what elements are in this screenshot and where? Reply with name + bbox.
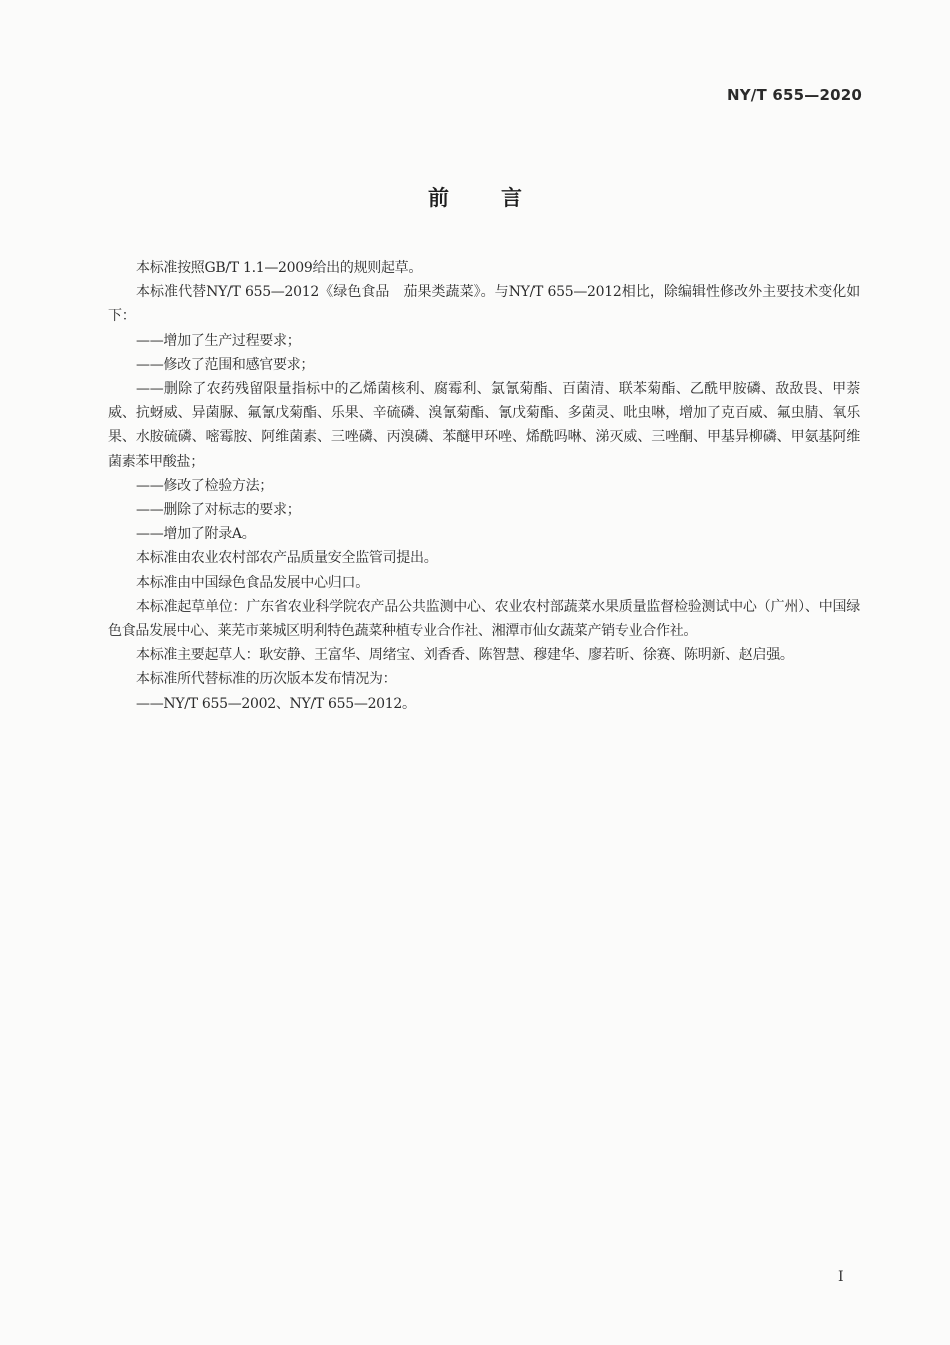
standard-code: NY/T 655—2020 [726, 86, 862, 104]
paragraph-drafting-units: 本标准起草单位：广东省农业科学院农产品公共监测中心、农业农村部蔬菜水果质量监督检验测试中心（广州）、中国绿色食品发展中心、莱芜市莱城区明利特色蔬菜种植专业合作社、湘潭市仙女蔬菜产销专业合作社。 [108, 598, 860, 640]
foreword-body [108, 256, 860, 716]
change-item-process: ——增加了生产过程要求； [136, 332, 301, 349]
change-item-labels: ——删除了对标志的要求； [136, 502, 301, 519]
change-item-methods: ——修改了检验方法； [136, 477, 273, 494]
change-item-pesticides: ——删除了农药残留限量指标中的乙烯菌核利、腐霉利、氯氰菊酯、百菌清、联苯菊酯、乙酰甲胺磷、敌敌畏、甲萘威、抗蚜威、异菌脲、氟氰戊菊酯、乐果、辛硫磷、溴氰菊酯、氰戊菊酯、多菌灵、吡虫啉，增加了克百威、氟虫腈、氧乐果、水胺硫磷、嘧霉胺、阿维菌素、三唑磷、丙溴磷、苯醚甲环唑、烯酰吗啉、涕灭威、三唑酮、甲基异柳磷、甲氨基阿维菌素苯甲酸盐； [108, 381, 860, 470]
paragraph-drafting-rules: 本标准按照GB/T 1.1—2009给出的规则起草。 [136, 260, 423, 276]
change-item-annex: ——增加了附录A。 [136, 526, 256, 543]
page-title: 前言 [428, 186, 574, 210]
paragraph-history-intro: 本标准所代替标准的历次版本发布情况为： [136, 671, 397, 688]
paragraph-drafters: 本标准主要起草人：耿安静、王富华、周绪宝、刘香香、陈智慧、穆建华、廖若昕、徐赛、陈明新、赵启强。 [136, 647, 794, 664]
paragraph-replaces: 本标准代替NY/T 655—2012《绿色食品 茄果类蔬菜》。与NY/T 655—2012相比，除编辑性修改外主要技术变化如下： [108, 284, 860, 325]
page-number: I [838, 1269, 844, 1285]
paragraph-proposer: 本标准由农业农村部农产品质量安全监管司提出。 [136, 550, 438, 567]
paragraph-history-list: ——NY/T 655—2002、NY/T 655—2012。 [136, 695, 416, 712]
change-item-scope: ——修改了范围和感官要求； [136, 356, 315, 373]
paragraph-centralizer: 本标准由中国绿色食品发展中心归口。 [136, 574, 369, 591]
